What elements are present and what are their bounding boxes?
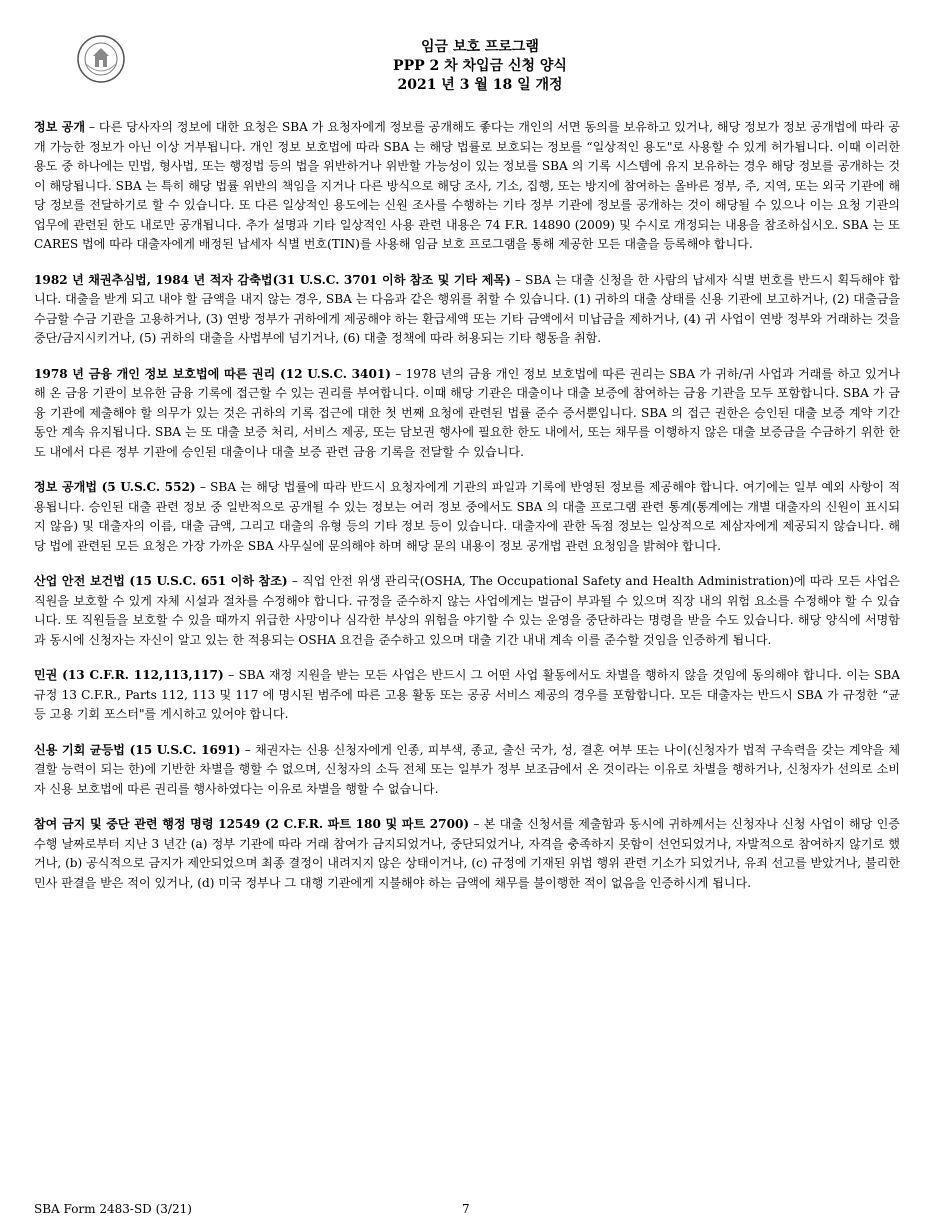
section-paragraph	[34, 271, 900, 349]
section-paragraph	[34, 666, 900, 725]
section-heading: 민권 (13 C.F.R. 112,113,117)	[34, 668, 224, 682]
document-revision-date: 2021 년 3 월 18 일 개정	[397, 77, 563, 93]
section-heading: 정보 공개	[34, 120, 86, 134]
section-paragraph	[34, 118, 900, 255]
form-identifier: SBA Form 2483-SD (3/21)	[34, 1202, 192, 1216]
section-paragraph	[34, 478, 900, 556]
sba-seal-icon	[76, 34, 126, 84]
section-heading: 산업 안전 보건법 (15 U.S.C. 651 이하 참조)	[34, 574, 288, 588]
section-heading: 1982 년 채권추심법, 1984 년 적자 감축법(31 U.S.C. 3701 이하 참조 및 기타 제목)	[34, 272, 511, 287]
document-subtitle: PPP 2 차 차입금 신청 양식	[393, 58, 567, 74]
section-text: – SBA 재정 지원을 받는 모든 사업은 반드시 그 어떤 사업 활동에서도 차별을 행하지 않을 것임에 동의해야 합니다. 이는 SBA 규정 13 C.F.R., Parts 112, 113 및 117 에 명시된 범주에 따른 고용 활동 또는 공공 서비스 제공의 경우를 포함합니다. 모든 대출자는 반드시 SBA 가 규정한 “균등 고용 기회 포스터"를 게시하고 있어야 합니다.	[34, 668, 900, 721]
section-heading: 정보 공개법 (5 U.S.C. 552)	[34, 480, 196, 494]
section-text: – SBA 는 대출 신청을 한 사람의 납세자 식별 번호를 반드시 획득해야 합니다. 대출을 받게 되고 내야 할 금액을 내지 않는 경우, SBA 는 다음과 같은 행위를 취할 수 있습니다. (1) 귀하의 대출 상태를 신용 기관에 보고하거나, (2) 대출금을 수금할 수금 기관을 고용하거나, (3) 연방 정부가 귀하에게 제공해야 하는 환급세액 또는 기타 금액에서 미납금을 제하거나, (4) 귀 사업이 연방 정부와 거래하는 것을 중단/금지시키거나, (5) 귀하의 대출을 사법부에 넘기거나, (6) 대출 정책에 따라 허용되는 기타 행동을 취함.	[34, 272, 900, 345]
section-heading: 신용 기회 균등법 (15 U.S.C. 1691)	[34, 742, 241, 757]
section-heading: 참여 금지 및 중단 관련 행정 명령 12549 (2 C.F.R. 파트 180 및 파트 2700)	[34, 817, 470, 831]
section-paragraph	[34, 815, 900, 893]
document-body	[34, 118, 900, 909]
section-paragraph	[34, 365, 900, 463]
section-text: – 채권자는 신용 신청자에게 인종, 피부색, 종교, 출신 국가, 성, 결혼 여부 또는 나이(신청자가 법적 구속력을 갖는 계약을 체결할 능력이 되는 한)에 기반한 차별을 행할 수 없으며, 신청자의 소득 전체 또는 일부가 정부 보조금에서 온 것이라는 이유로 차별을 행하거나, 신청자가 선의로 소비자 신용 보호법에 따른 권리를 행사하였다는 이유로 차별을 행할 수 없습니다.	[34, 742, 901, 796]
section-heading: 1978 년 금융 개인 정보 보호법에 따른 권리 (12 U.S.C. 3401)	[34, 366, 391, 381]
section-text: – 1978 년의 금융 개인 정보 보호법에 따른 권리는 SBA 가 귀하/귀 사업과 거래를 하고 있거나 해 온 금융 기관이 보유한 금융 기록에 접근할 수 있는 권리를 부여합니다. 이때 해당 기관은 대출이나 대출 보증에 참여하는 금융 기관을 모두 포함합니다. SBA 가 금융 기관에 제출해야 할 의무가 있는 것은 귀하의 기록 접근에 대한 첫 번째 요청에 관련된 법률 준수 증서뿐입니다. SBA 의 접근 권한은 승인된 대출 보증 계약 기간 동안 계속 유지됩니다. SBA 는 또 대출 보증 처리, 서비스 제공, 또는 담보권 행사에 필요한 한도 내에서, 또는 채무를 이행하지 않은 대출 보증금을 수금하기 위한 한도 내에서 다른 정부 기관에 승인된 대출이나 대출 보증 관련 금융 기록을 전달할 수 있습니다.	[34, 366, 901, 459]
section-paragraph	[34, 572, 900, 650]
page-number: 7	[462, 1202, 470, 1216]
document-title: 임금 보호 프로그램	[421, 39, 539, 55]
section-paragraph	[34, 741, 900, 800]
section-text: – 본 대출 신청서를 제출함과 동시에 귀하께서는 신청자나 신청 사업이 해당 인증 수행 날짜로부터 지난 3 년간 (a) 정부 기관에 따라 거래 참여가 금지되었거나, 중단되었거나, 자격을 충족하지 못함이 선언되었거나, 자발적으로 참여하지 않기로 했거나, (b) 공식적으로 금지가 제안되었으며 최종 결정이 내려지지 않은 상태이거나, (c) 규정에 기재된 위법 행위 관련 기소가 되었거나, 유죄 선고를 받았거나, 불리한 민사 판결을 받은 적이 있거나, (d) 미국 정부나 그 대행 기관에게 지불해야 하는 금액에 채무를 불이행한 적이 없음을 인증하시게 됩니다.	[34, 817, 900, 890]
section-text: – SBA 는 해당 법률에 따라 반드시 요청자에게 기관의 파일과 기록에 반영된 정보를 제공해야 합니다. 여기에는 일부 예외 사항이 적용됩니다. 승인된 대출 관련 정보 중 일반적으로 공개될 수 있는 정보는 여러 정보 중에서도 SBA 의 대출 프로그램 관련 통계(통계에는 개별 대출자의 신원이 표시되지 않음) 및 대출자의 이름, 대출 금액, 그리고 대출의 유형 등의 기타 정보 등이 있습니다. 대출자에 관한 독점 정보는 일상적으로 제삼자에게 제공되지 않습니다. 해당 법에 관련된 모든 요청은 가장 가까운 SBA 사무실에 문의해야 하며 해당 문의 내용이 정보 공개법 관련 요청임을 밝혀야 합니다.	[34, 480, 901, 553]
document-header	[250, 38, 710, 95]
section-text: – 다른 당사자의 정보에 대한 요청은 SBA 가 요청자에게 정보를 공개해도 좋다는 개인의 서면 동의를 보유하고 있거나, 해당 정보가 정보 공개법에 따라 공개 가능한 정보가 아닌 이상 거부됩니다. 개인 정보 보호법에 따라 SBA 는 해당 법률로 보호되는 정보를 “일상적인 용도"로 사용할 수 있게 허가됩니다. 이때 이러한 용도 중 하나에는 민법, 형사법, 또는 행정법 등의 법을 위반하거나 위반할 가능성이 있는 정보를 SBA 의 기록 시스템에 유지 보유하는 경우 해당 정보를 공개하는 것이 해당됩니다. SBA 는 특히 해당 법률 위반의 책임을 지거나 다른 방식으로 해당 조사, 기소, 집행, 또는 방지에 참여하는 올바른 정부, 주, 지역, 또는 외국 기관에 해당 정보를 전달하기로 할 수 있습니다. 또 다른 일상적인 용도에는 신원 조사를 수행하는 기타 정부 기관에 정보를 공개하는 것이 해당될 수 있으나 이는 요청 기관의 업무에 관련된 한도 내로만 공개됩니다. 추가 설명과 기타 일상적인 사용 관련 내용은 74 F.R. 14890 (2009) 및 수시로 개정되는 내용을 참조하십시오. SBA 는 또 CARES 법에 따라 대출자에게 배정된 납세자 식별 번호(TIN)를 사용해 임금 보호 프로그램을 통해 제공한 모든 대출을 등록해야 합니다.	[34, 120, 901, 251]
section-text: – 직업 안전 위생 관리국(OSHA, The Occupational Safety and Health Administration)에 따라 모든 사업은 직원을 보호할 수 있게 자체 시설과 절차를 수정해야 합니다. 규정을 준수하지 않는 사업에게는 벌금이 부과될 수 있으며 직장 내의 위험 요소를 수정해야 할 수 있습니다. 또 직원들을 보호할 수 있을 때까지 위급한 사망이나 심각한 부상의 위험을 야기할 수 있는 운영을 중단하라는 명령을 받을 수도 있습니다. 해당 양식에 서명함과 동시에 신청자는 자신이 알고 있는 한 적용되는 OSHA 요건을 준수하고 있으며 대출 기간 내내 계속 이를 준수할 것임을 인증하게 됩니다.	[34, 574, 900, 647]
